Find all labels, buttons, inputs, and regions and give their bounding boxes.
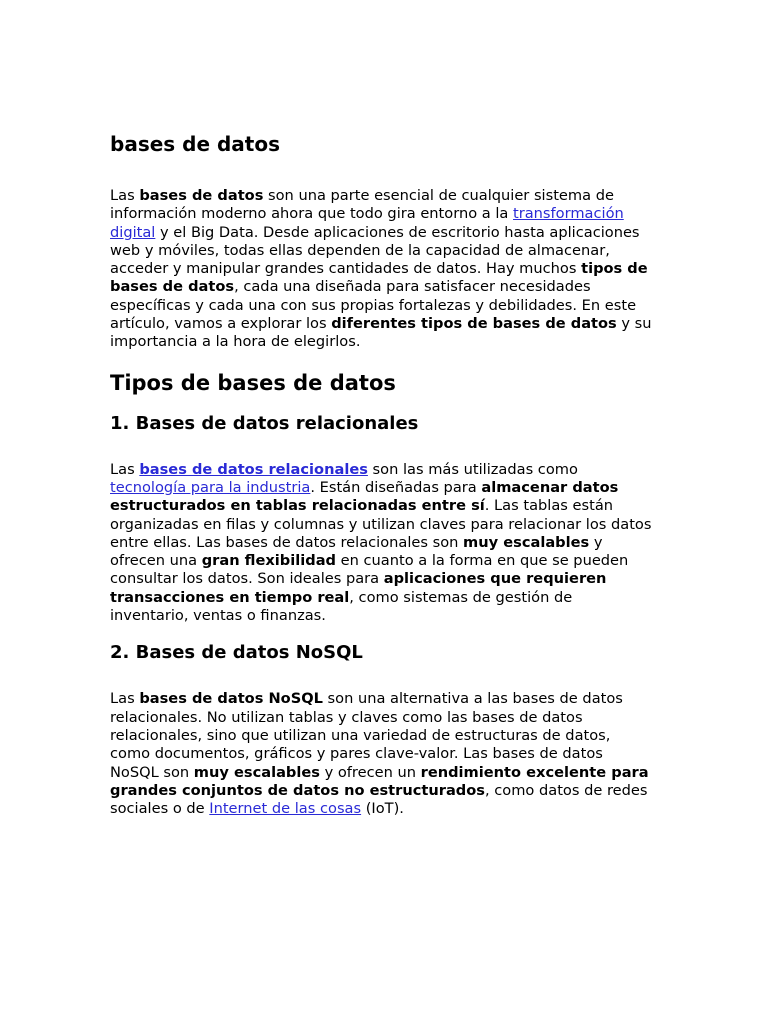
link-internet-de-las-cosas[interactable]: Internet de las cosas: [209, 800, 362, 818]
intro-text-4: , cada una diseñada para satisfacer necesidades específicas y cada una con sus propias fortalezas y debilidades. En este artículo, vamos a explorar los: [110, 278, 637, 333]
rel-text-6: en cuanto a la forma en que se pueden consultar los datos. Son ideales para: [110, 552, 629, 588]
intro-text-2: son una parte esencial de cualquier sistema de información moderno ahora que todo gira entorno a la: [110, 187, 614, 223]
intro-bold-diferentes-tipos: diferentes tipos de bases de datos: [331, 315, 617, 333]
intro-text-1: Las: [110, 187, 140, 204]
intro-text-3: y el Big Data. Desde aplicaciones de escritorio hasta aplicaciones web y móviles, todas ellas dependen de la capacidad de almacenar, acceder y manipular grandes cantidades de datos. Hay muchos: [110, 223, 640, 278]
rel-bold-aplicaciones: aplicaciones que requieren transacciones en tiempo real: [110, 570, 607, 606]
rel-text-7: , como sistemas de gestión de inventario, ventas o finanzas.: [110, 588, 573, 625]
intro-paragraph: [110, 187, 655, 352]
subsection-title-nosql: 2. Bases de datos NoSQL: [110, 642, 363, 664]
rel-text-5: y ofrecen una: [110, 533, 603, 570]
rel-text-4: . Las tablas están organizadas en filas y columnas y utilizan claves para relacionar los datos entre ellas. Las bases de datos relacionales son: [110, 497, 652, 551]
rel-text-1: Las: [110, 460, 140, 478]
section-title-tipos: Tipos de bases de datos: [110, 370, 396, 395]
rel-text-3: . Están diseñadas para: [310, 478, 482, 496]
nosql-text-3: y ofrecen un: [319, 763, 421, 781]
rel-bold-flexibilidad: gran flexibilidad: [201, 552, 336, 570]
nosql-text-5: (IoT).: [361, 800, 404, 818]
intro-text-5: y su importancia a la hora de elegirlos.: [110, 315, 652, 351]
subsection-title-relacionales: 1. Bases de datos relacionales: [110, 412, 419, 434]
link-transformacion-digital[interactable]: transformación digital: [110, 205, 624, 241]
nosql-bold-escalables: muy escalables: [193, 763, 320, 781]
nosql-text-2: son una alternativa a las bases de datos relacionales. No utilizan tablas y claves como las bases de datos relacionales, sino que utilizan una variedad de estructuras de datos, como documentos, gráficos y pares clave-valor. Las bases de datos NoSQL son: [110, 690, 623, 781]
relacionales-paragraph: [110, 461, 655, 626]
nosql-bold-rendimiento: rendimiento excelente para grandes conjuntos de datos no estructurados: [110, 763, 649, 799]
link-tecnologia-industria[interactable]: tecnología para la industria: [110, 478, 311, 496]
rel-bold-escalables: muy escalables: [463, 533, 590, 551]
intro-bold-bases-de-datos: bases de datos: [139, 187, 264, 204]
nosql-text-4: , como datos de redes sociales o de: [110, 781, 648, 818]
nosql-text-1: Las: [110, 690, 140, 708]
rel-bold-almacenar: almacenar datos estructurados en tablas relacionadas entre sí: [110, 478, 619, 515]
nosql-paragraph: [110, 690, 655, 818]
nosql-bold-bases: bases de datos NoSQL: [139, 690, 323, 708]
article-content: [110, 128, 655, 832]
document-title: bases de datos: [110, 132, 281, 156]
link-bases-de-datos-relacionales[interactable]: bases de datos relacionales: [139, 460, 368, 478]
rel-text-2: son las más utilizadas como: [367, 460, 578, 478]
intro-bold-tipos: tipos de bases de datos: [110, 260, 648, 296]
